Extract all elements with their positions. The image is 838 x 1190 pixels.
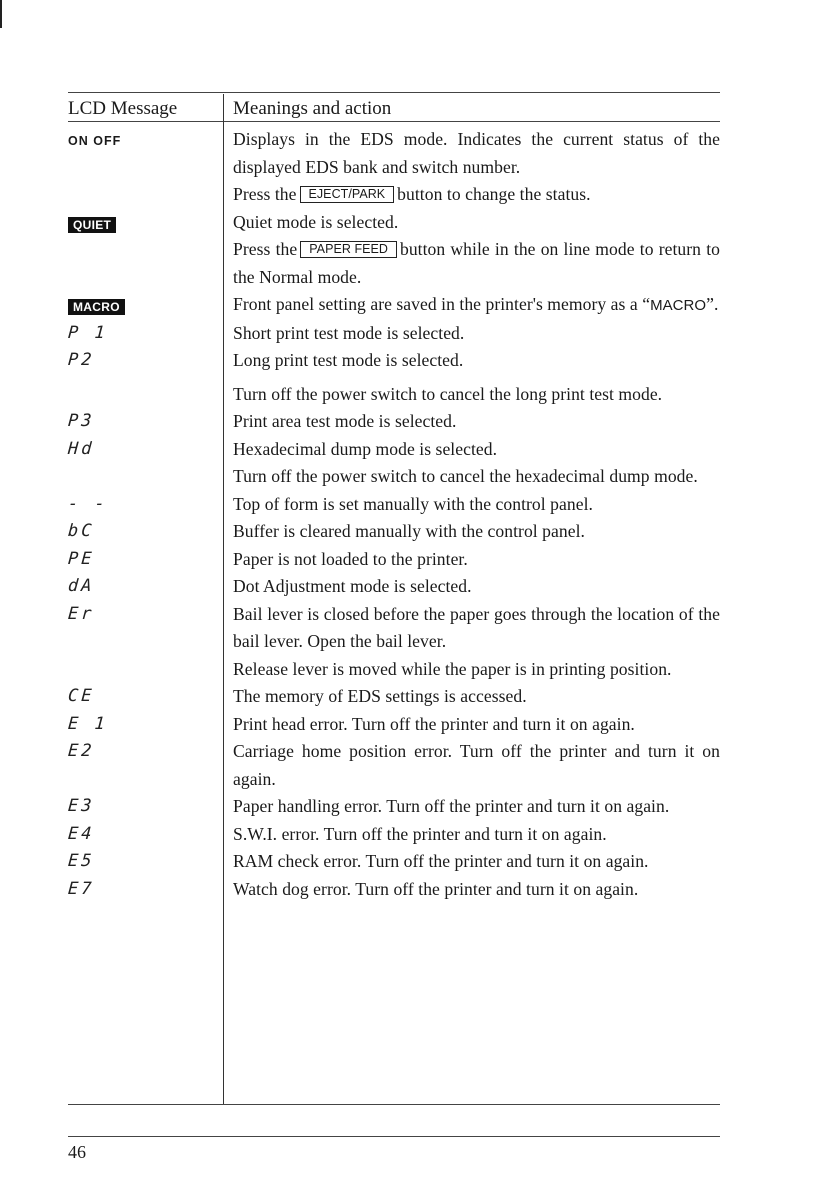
lcd-message-table (68, 92, 720, 903)
table-row (68, 711, 720, 739)
lcd-pe: PE (67, 548, 96, 569)
table-row (68, 601, 720, 684)
lcd-p2: P2 (67, 350, 96, 370)
table-row (68, 793, 720, 821)
meaning-text: Long print test mode is selected. (233, 350, 464, 370)
table-row (68, 209, 720, 292)
table-row (68, 126, 720, 209)
lcd-p1: P 1 (67, 322, 109, 343)
lcd-bc: bC (67, 521, 96, 541)
table-row (68, 876, 720, 904)
table-header-row (68, 93, 720, 122)
lcd-ce: CE (67, 686, 96, 706)
meaning-text: Paper handling error. Turn off the printer and turn it on again. (233, 796, 670, 816)
table-row (68, 347, 720, 408)
meaning-text: Buffer is cleared manually with the control panel. (233, 521, 585, 541)
table-row (68, 491, 720, 519)
table-top-rule (68, 92, 720, 93)
table-column-divider (223, 94, 224, 1104)
meaning-text: Release lever is moved while the paper is in printing position. (233, 658, 672, 679)
lcd-dash: - - (67, 493, 109, 514)
lcd-e7: E7 (67, 878, 96, 899)
table-row (68, 683, 720, 711)
lcd-e1: E 1 (67, 713, 109, 734)
table-row (68, 518, 720, 546)
meaning-text: Turn off the power switch to cancel the long print test mode. (233, 383, 663, 404)
meaning-text: Print area test mode is selected. (233, 411, 457, 431)
lcd-da: dA (67, 576, 96, 596)
meaning-text: S.W.I. error. Turn off the printer and turn it on again. (233, 823, 607, 844)
lcd-hd: Hd (67, 438, 96, 459)
table-bottom-rule (68, 1104, 720, 1105)
table-row (68, 848, 720, 876)
table-row (68, 408, 720, 436)
table-row (68, 738, 720, 793)
meaning-text: Press the EJECT/PARK button to change the status. (233, 184, 591, 204)
lcd-e5: E5 (67, 851, 96, 871)
lcd-p3: P3 (67, 411, 96, 431)
meaning-text: Turn off the power switch to cancel the hexadecimal dump mode. (233, 466, 698, 486)
meaning-text: Top of form is set manually with the control panel. (233, 493, 593, 514)
meaning-text: Watch dog error. Turn off the printer and turn it on again. (233, 878, 639, 899)
table-row (68, 436, 720, 491)
meaning-text: Hexadecimal dump mode is selected. (233, 438, 498, 459)
meaning-text: RAM check error. Turn off the printer and turn it on again. (233, 851, 649, 871)
lcd-macro: MACRO (68, 299, 125, 315)
paper-feed-key: PAPER FEED (300, 241, 397, 258)
table-row (68, 320, 720, 348)
header-lcd-message: LCD Message (68, 98, 178, 119)
meaning-text: Print head error. Turn off the printer and turn it on again. (233, 713, 635, 734)
lcd-e2: E2 (67, 741, 96, 761)
meaning-text: Displays in the EDS mode. Indicates the current status of the displayed EDS bank and switch number. (233, 129, 720, 177)
meaning-text: Short print test mode is selected. (233, 322, 465, 343)
meaning-text: The memory of EDS settings is accessed. (233, 686, 527, 706)
meaning-text: Quiet mode is selected. (233, 211, 399, 232)
meaning-text: Carriage home position error. Turn off the printer and turn it on again. (233, 741, 720, 789)
meaning-text: Press the PAPER FEED button while in the on line mode to return to the Normal mode. (233, 239, 720, 287)
lcd-on-off: ON OFF (68, 134, 122, 148)
meaning-text: Dot Adjustment mode is selected. (233, 576, 472, 596)
page-number: 46 (68, 1142, 86, 1162)
meaning-text: Bail lever is closed before the paper goes through the location of the bail lever. Open the bail lever. (233, 603, 720, 651)
lcd-e4: E4 (67, 823, 96, 844)
scan-edge-mark (0, 0, 2, 28)
footer-rule (68, 1136, 720, 1137)
table-row (68, 573, 720, 601)
table-row (68, 291, 720, 320)
lcd-quiet: QUIET (68, 217, 116, 233)
eject-park-key: EJECT/PARK (300, 186, 395, 203)
lcd-e3: E3 (67, 796, 96, 816)
lcd-er: Er (67, 603, 96, 624)
table-row (68, 546, 720, 574)
meaning-text: Paper is not loaded to the printer. (233, 548, 468, 569)
meaning-text: Front panel setting are saved in the printer's memory as a “MACRO”. (233, 294, 719, 314)
header-meanings: Meanings and action (233, 98, 392, 119)
table-row (68, 821, 720, 849)
